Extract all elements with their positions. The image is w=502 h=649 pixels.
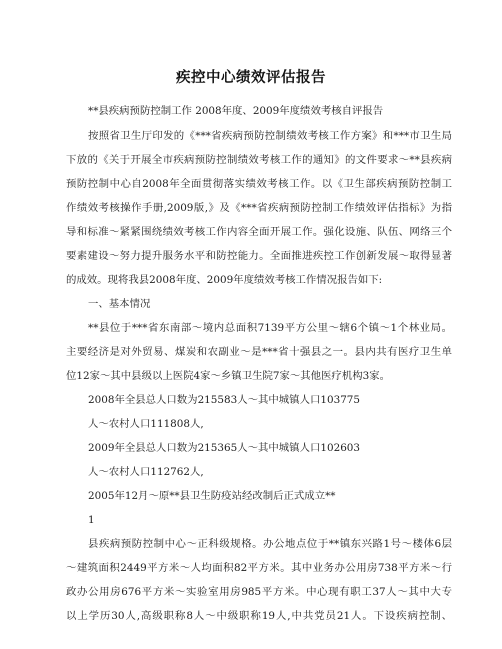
paragraph-line: 人～农村人口111808人, [88, 418, 204, 430]
paragraph-line: 作绩效考核操作手册,2009版,》及《***省疾病预防控制工作绩效评估指标》为指 [66, 202, 452, 214]
paragraph-line: 下放的《关于开展全市疾病预防控制绩效考核工作的通知》的文件要求～**县疾病 [66, 154, 452, 166]
paragraph-line: 县疾病预防控制中心～正科级规格。办公地点位于**镇东兴路1号～楼体6层 [88, 538, 452, 550]
paragraph-line: 2008年全县总人口数为215583人～其中城镇人口103775 [88, 394, 361, 406]
report-subtitle: **县疾病预防控制工作 2008年度、2009年度绩效考核自评报告 [88, 105, 384, 117]
section-heading: 一、基本情况 [88, 298, 151, 310]
paragraph-line: 2005年12月～原**县卫生防疫站经改制后正式成立** [88, 490, 336, 502]
paragraph-line: 预防控制中心自2008年全面贯彻落实绩效考核工作。以《卫生部疾病预防控制工 [66, 178, 452, 190]
paragraph-line: 按照省卫生厅印发的《***省疾病预防控制绩效考核工作方案》和***市卫生局 [88, 130, 452, 142]
paragraph-line: 位12家～其中县级以上医院4家～乡镇卫生院7家～其他医疗机构3家。 [66, 370, 390, 382]
paragraph-line: 要素建设～努力提升服务水平和防控能力。全面推进疾控工作创新发展～取得显著 [66, 250, 452, 262]
paragraph-line: ～建筑面积2449平方米～人均面积82平方米。其中业务办公用房738平方米～行 [66, 562, 452, 574]
paragraph-line: 主要经济是对外贸易、煤炭和农副业～是***省十强县之一。县内共有医疗卫生单 [66, 346, 452, 358]
page-number: 1 [88, 514, 95, 526]
paragraph-line: 导和标准～紧紧围绕绩效考核工作内容全面开展工作。强化设施、队伍、网络三个 [66, 226, 452, 238]
paragraph-line: 政办公用房676平方米～实验室用房985平方米。中心现有职工37人～其中大专 [66, 586, 452, 598]
paragraph-line: 的成效。现将我县2008年度、2009年度绩效考核工作情况报告如下: [66, 274, 383, 286]
paragraph-line: 以上学历30人,高级职称8人～中级职称19人,中共党员21人。下设疾病控制、 [66, 610, 452, 622]
paragraph-line: 2009年全县总人口数为215365人～其中城镇人口102603 [88, 442, 361, 454]
paragraph-line: **县位于***省东南部～境内总面积7139平方公里～辖6个镇～1个林业局。 [88, 322, 452, 334]
document-title: 疾控中心绩效评估报告 [176, 69, 326, 86]
paragraph-line: 人～农村人口112762人, [88, 466, 204, 478]
